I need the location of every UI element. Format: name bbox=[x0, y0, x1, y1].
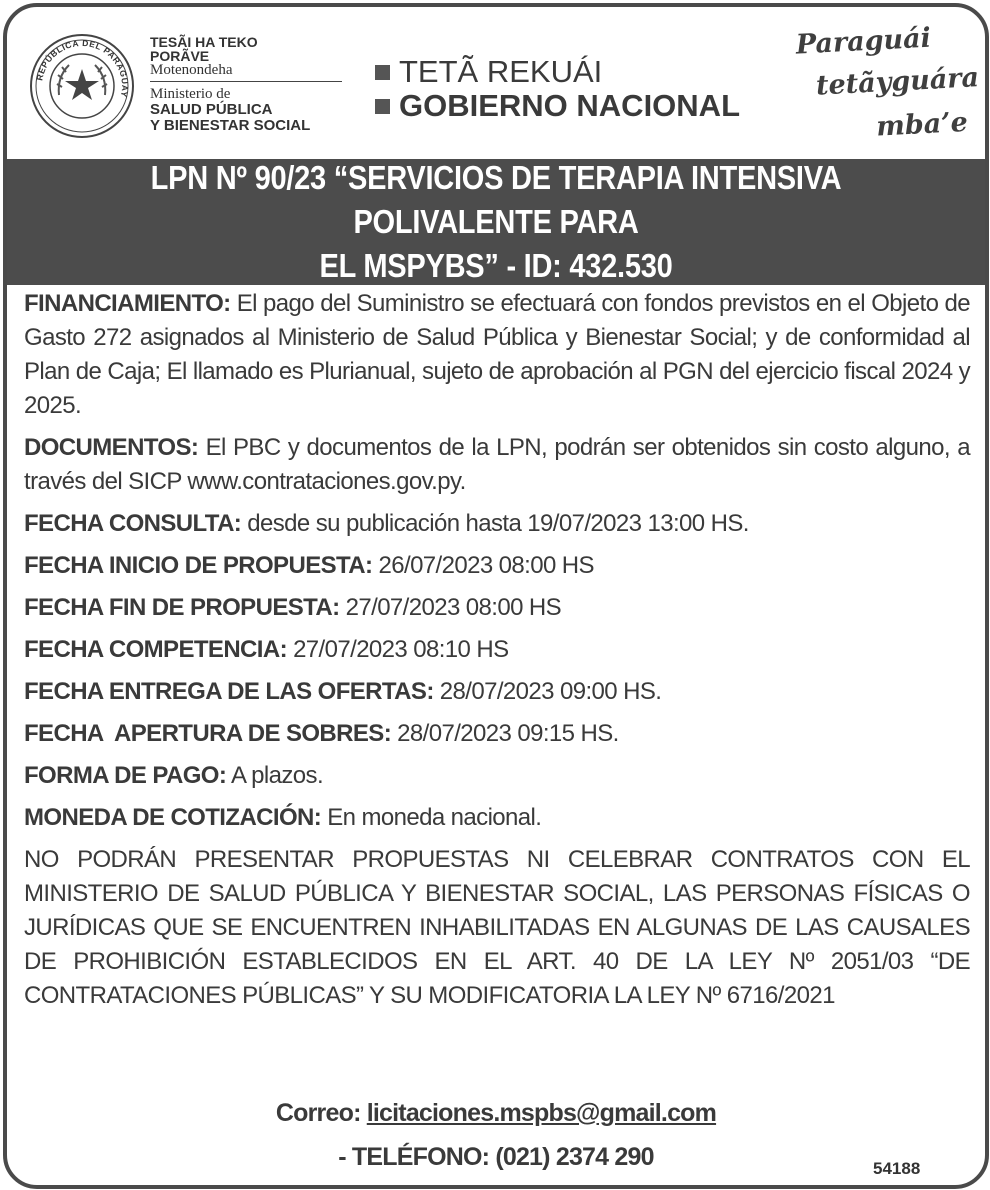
square-bullet-icon bbox=[375, 65, 390, 80]
reference-number: 54188 bbox=[873, 1159, 921, 1178]
contact-phone-line bbox=[7, 1143, 985, 1172]
financiamiento-label: FINANCIAMIENTO: bbox=[24, 290, 231, 317]
fecha-entrega-text: 28/07/2023 09:00 HS. bbox=[439, 678, 662, 705]
fecha-consulta-text: desde su publicación hasta 19/07/2023 13:00 HS. bbox=[247, 510, 749, 537]
motto-script bbox=[785, 20, 985, 143]
contact-email-line bbox=[7, 1099, 985, 1128]
moneda-text: En moneda nacional. bbox=[327, 804, 542, 831]
tender-title-line1: LPN Nº 90/23 “SERVICIOS DE TERAPIA INTENSIVA POLIVALENTE PARA bbox=[150, 159, 842, 240]
ministry-guarani-line3: Motenondeha bbox=[150, 62, 233, 78]
phone-label: - TELÉFONO: bbox=[338, 1143, 490, 1171]
ministry-line5: SALUD PÚBLICA bbox=[150, 101, 273, 118]
ministry-guarani-line2: PORÃVE bbox=[150, 48, 210, 64]
fecha-competencia-label: FECHA COMPETENCIA: bbox=[24, 636, 287, 663]
ministry-line4: Ministerio de bbox=[150, 86, 231, 102]
moneda-line bbox=[24, 801, 970, 835]
forma-pago-text: A plazos. bbox=[231, 762, 324, 789]
svg-text:REPÚBLICA DEL PARAGUAY: REPÚBLICA DEL PARAGUAY bbox=[34, 37, 131, 99]
fecha-inicio-text: 26/07/2023 08:00 HS bbox=[378, 552, 594, 579]
fecha-competencia-text: 27/07/2023 08:10 HS bbox=[293, 636, 509, 663]
email-label: Correo: bbox=[275, 1099, 361, 1127]
fecha-competencia-line bbox=[24, 633, 970, 667]
fecha-inicio-label: FECHA INICIO DE PROPUESTA: bbox=[24, 552, 373, 579]
fecha-consulta-line bbox=[24, 507, 970, 541]
government-label bbox=[375, 55, 740, 123]
documentos-paragraph bbox=[24, 431, 970, 499]
gov-spanish: GOBIERNO NACIONAL bbox=[399, 88, 740, 123]
tender-title bbox=[100, 156, 892, 288]
tender-title-line2: EL MSPYBS” - ID: 432.530 bbox=[319, 247, 673, 284]
email-link[interactable]: licitaciones.mspbs@gmail.com bbox=[366, 1099, 717, 1127]
motto-line2: tetãyguára bbox=[815, 62, 980, 102]
motto-line1: Paraguái bbox=[795, 22, 932, 61]
financiamiento-paragraph bbox=[24, 287, 970, 423]
documentos-text: El PBC y documentos de la LPN, podrán ser obtenidos sin costo alguno, a través del SICP www.contrataciones.gov.py. bbox=[24, 434, 970, 495]
fecha-fin-line bbox=[24, 591, 970, 625]
notice-body bbox=[24, 287, 970, 1021]
notice-frame bbox=[3, 3, 989, 1189]
fecha-apertura-text: 28/07/2023 09:15 HS. bbox=[397, 720, 619, 747]
fecha-fin-label: FECHA FIN DE PROPUESTA: bbox=[24, 594, 340, 621]
fecha-apertura-line bbox=[24, 717, 970, 751]
fecha-fin-text: 27/07/2023 08:00 HS bbox=[345, 594, 562, 621]
prohibition-notice: NO PODRÁN PRESENTAR PROPUESTAS NI CELEBRAR CONTRATOS CON EL MINISTERIO DE SALUD PÚBLICA Y BIENESTAR SOCIAL, LAS PERSONAS FÍSICAS O JURÍDICAS QUE SE ENCUENTREN INHABILITADAS EN ALGUNAS DE LAS CAUSALES DE PROHIBICIÓN ESTABLECIDOS EN EL ART. 40 DE LA LEY Nº 2051/03 “DE CONTRATACIONES PÚBLICAS” Y SU MODIFICATORIA LA LEY Nº 6716/2021 bbox=[24, 846, 970, 1009]
fecha-inicio-line bbox=[24, 549, 970, 583]
fecha-entrega-line bbox=[24, 675, 970, 709]
moneda-label: MONEDA DE COTIZACIÓN: bbox=[24, 804, 322, 831]
fecha-consulta-label: FECHA CONSULTA: bbox=[24, 510, 242, 537]
fecha-apertura-label: FECHA APERTURA DE SOBRES: bbox=[24, 720, 392, 747]
motto-line3: mba’e bbox=[875, 106, 969, 143]
ministry-divider bbox=[150, 81, 342, 82]
forma-pago-line bbox=[24, 759, 970, 793]
national-seal-icon bbox=[29, 33, 135, 139]
title-band bbox=[7, 159, 985, 285]
documentos-label: DOCUMENTOS: bbox=[24, 434, 199, 461]
phone-number: (021) 2374 290 bbox=[495, 1143, 654, 1171]
ministry-logo-text bbox=[150, 35, 350, 134]
square-bullet-icon bbox=[375, 99, 390, 114]
fecha-entrega-label: FECHA ENTREGA DE LAS OFERTAS: bbox=[24, 678, 434, 705]
gov-guarani: TETÃ REKUÁI bbox=[399, 54, 603, 89]
forma-pago-label: FORMA DE PAGO: bbox=[24, 762, 227, 789]
ministry-guarani-line1: TESÃI HA TEKO bbox=[150, 34, 258, 50]
ministry-line6: Y BIENESTAR SOCIAL bbox=[150, 117, 311, 134]
financiamiento-text: El pago del Suministro se efectuará con fondos previstos en el Objeto de Gasto 272 asignados al Ministerio de Salud Pública y Bienestar Social; y de conformidad al Plan de Caja; El llamado es Plurianual, sujeto de aprobación al PGN del ejercicio fiscal 2024 y 2025. bbox=[24, 290, 970, 419]
